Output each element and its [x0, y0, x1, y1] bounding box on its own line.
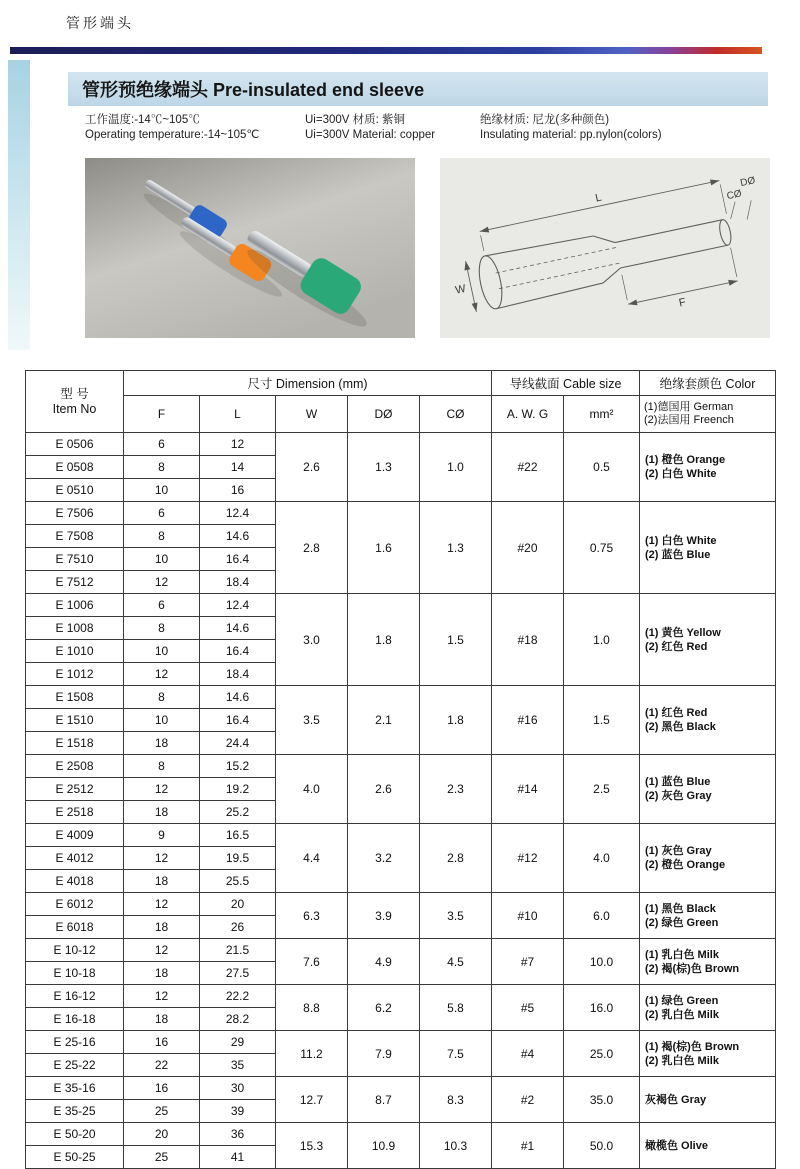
dim-f-cell: 12 — [124, 847, 200, 870]
awg-cell: #14 — [492, 755, 564, 824]
color-cell — [640, 1077, 776, 1123]
header-item-no-cn: 型 号 — [60, 386, 89, 401]
spec-material-cn: Ui=300V 材质: 紫铜 — [305, 114, 406, 126]
item-no-cell: E 10-18 — [26, 962, 124, 985]
color-cell-line: (2) 橙色 Orange — [645, 859, 726, 871]
awg-cell: #1 — [492, 1123, 564, 1169]
header-dimension: 尺寸 Dimension (mm) — [124, 371, 492, 396]
header-awg: A. W. G — [492, 396, 564, 433]
dim-l-cell: 16.5 — [200, 824, 276, 847]
table-row — [26, 1123, 776, 1146]
color-cell-line: (1) 绿色 Green — [645, 994, 719, 1007]
color-cell — [640, 594, 776, 686]
dim-f-cell: 16 — [124, 1031, 200, 1054]
dim-co-cell: 1.8 — [420, 686, 492, 755]
dim-l-cell: 14.6 — [200, 525, 276, 548]
dim-do-cell: 2.6 — [348, 755, 420, 824]
dim-label-d: DØ — [739, 175, 757, 190]
dim-l-cell: 27.5 — [200, 962, 276, 985]
color-cell-line: (1) 黑色 Black — [645, 902, 716, 915]
dim-l-cell: 41 — [200, 1146, 276, 1169]
color-cell-line: (2) 白色 White — [645, 468, 717, 480]
dim-l-cell: 18.4 — [200, 663, 276, 686]
dim-label-f: F — [677, 296, 687, 310]
dim-f-cell: 25 — [124, 1100, 200, 1123]
item-no-cell: E 16-18 — [26, 1008, 124, 1031]
header-cable-size: 导线截面 Cable size — [492, 371, 640, 396]
product-photo-image — [85, 158, 415, 338]
dim-l-cell: 24.4 — [200, 732, 276, 755]
header-color-sub-french: (2)法国用 Freench — [644, 414, 734, 426]
dim-do-cell: 3.9 — [348, 893, 420, 939]
item-no-cell: E 1010 — [26, 640, 124, 663]
dim-label-w: W — [454, 282, 467, 297]
color-cell-line: (2) 红色 Red — [645, 640, 708, 653]
dim-l-cell: 12 — [200, 433, 276, 456]
awg-cell: #20 — [492, 502, 564, 594]
spec-lines — [85, 113, 775, 143]
dim-w-cell: 2.8 — [276, 502, 348, 594]
mm2-cell: 10.0 — [564, 939, 640, 985]
dim-w-cell: 4.0 — [276, 755, 348, 824]
color-cell-line: (2) 绿色 Green — [645, 916, 719, 929]
table-row — [26, 939, 776, 962]
color-cell-line: (2) 黑色 Black — [645, 721, 716, 733]
mm2-cell: 0.5 — [564, 433, 640, 502]
dim-l-cell: 18.4 — [200, 571, 276, 594]
dim-f-cell: 6 — [124, 502, 200, 525]
spec-table-body — [26, 433, 776, 1169]
header-f: F — [124, 396, 200, 433]
mm2-cell: 1.5 — [564, 686, 640, 755]
spec-temp-cn: 工作温度:-14℃~105℃ — [85, 114, 200, 126]
dim-co-cell: 1.5 — [420, 594, 492, 686]
color-cell-line: (1) 褐(棕)色 Brown — [645, 1040, 740, 1053]
dim-f-cell: 6 — [124, 594, 200, 617]
dim-f-cell: 10 — [124, 548, 200, 571]
header-item-no-en: Item No — [52, 401, 97, 416]
header-row-1 — [26, 371, 776, 396]
dim-co-cell: 2.8 — [420, 824, 492, 893]
table-row — [26, 893, 776, 916]
dim-l-cell: 28.2 — [200, 1008, 276, 1031]
dim-f-cell: 12 — [124, 571, 200, 594]
header-row-2 — [26, 396, 776, 433]
dim-f-cell: 8 — [124, 617, 200, 640]
table-row — [26, 594, 776, 617]
dim-do-cell: 4.9 — [348, 939, 420, 985]
dim-l-cell: 22.2 — [200, 985, 276, 1008]
item-no-cell: E 35-25 — [26, 1100, 124, 1123]
item-no-cell: E 1518 — [26, 732, 124, 755]
mm2-cell: 25.0 — [564, 1031, 640, 1077]
item-no-cell: E 4009 — [26, 824, 124, 847]
dim-f-cell: 12 — [124, 663, 200, 686]
dim-do-cell: 7.9 — [348, 1031, 420, 1077]
awg-cell: #2 — [492, 1077, 564, 1123]
dim-label-l: L — [594, 191, 603, 205]
color-cell-line: (1) 红色 Red — [645, 707, 708, 719]
spec-insulation — [480, 113, 775, 143]
color-cell-line: (1) 橙色 Orange — [645, 454, 726, 466]
dim-w-cell: 15.3 — [276, 1123, 348, 1169]
color-cell-line: (1) 白色 White — [645, 534, 717, 547]
dim-w-cell: 11.2 — [276, 1031, 348, 1077]
table-row — [26, 1077, 776, 1100]
item-no-cell: E 1508 — [26, 686, 124, 709]
header-item-no — [26, 371, 124, 433]
mm2-cell: 0.75 — [564, 502, 640, 594]
item-no-cell: E 1510 — [26, 709, 124, 732]
color-cell-line: (1) 灰色 Gray — [645, 845, 712, 857]
dim-f-cell: 16 — [124, 1077, 200, 1100]
dim-l-cell: 16.4 — [200, 548, 276, 571]
dim-f-cell: 10 — [124, 479, 200, 502]
item-no-cell: E 6012 — [26, 893, 124, 916]
dimension-diagram-image — [440, 158, 770, 338]
header-l: L — [200, 396, 276, 433]
side-accent-bar — [8, 60, 30, 350]
item-no-cell: E 6018 — [26, 916, 124, 939]
dim-f-cell: 18 — [124, 1008, 200, 1031]
dim-f-cell: 8 — [124, 755, 200, 778]
item-no-cell: E 7506 — [26, 502, 124, 525]
table-row — [26, 755, 776, 778]
dim-l-cell: 25.5 — [200, 870, 276, 893]
item-no-cell: E 7510 — [26, 548, 124, 571]
dim-do-cell: 3.2 — [348, 824, 420, 893]
item-no-cell: E 0510 — [26, 479, 124, 502]
dim-w-cell: 2.6 — [276, 433, 348, 502]
spec-operating-temperature — [85, 113, 305, 143]
dim-do-cell: 1.3 — [348, 433, 420, 502]
dim-do-cell: 8.7 — [348, 1077, 420, 1123]
awg-cell: #10 — [492, 893, 564, 939]
color-cell-line: (2) 蓝色 Blue — [645, 548, 711, 561]
dim-l-cell: 21.5 — [200, 939, 276, 962]
dim-l-cell: 36 — [200, 1123, 276, 1146]
dim-l-cell: 25.2 — [200, 801, 276, 824]
color-cell-line: (2) 乳白色 Milk — [645, 1008, 719, 1021]
header-co: CØ — [420, 396, 492, 433]
item-no-cell: E 4012 — [26, 847, 124, 870]
dim-f-cell: 10 — [124, 709, 200, 732]
accent-divider-bar — [10, 47, 762, 54]
mm2-cell: 50.0 — [564, 1123, 640, 1169]
spec-material-en: Ui=300V Material: copper — [305, 129, 436, 141]
color-cell — [640, 1031, 776, 1077]
spec-material — [305, 113, 480, 143]
dim-f-cell: 12 — [124, 939, 200, 962]
dim-l-cell: 19.5 — [200, 847, 276, 870]
awg-cell: #4 — [492, 1031, 564, 1077]
dim-l-cell: 35 — [200, 1054, 276, 1077]
header-do: DØ — [348, 396, 420, 433]
dim-f-cell: 12 — [124, 893, 200, 916]
color-cell — [640, 939, 776, 985]
color-cell — [640, 686, 776, 755]
dim-l-cell: 14.6 — [200, 617, 276, 640]
dim-f-cell: 12 — [124, 778, 200, 801]
header-color-sub — [640, 396, 776, 433]
dim-l-cell: 39 — [200, 1100, 276, 1123]
item-no-cell: E 2512 — [26, 778, 124, 801]
dim-co-cell: 7.5 — [420, 1031, 492, 1077]
dim-f-cell: 6 — [124, 433, 200, 456]
dim-w-cell: 3.5 — [276, 686, 348, 755]
spec-table — [25, 370, 776, 1169]
awg-cell: #12 — [492, 824, 564, 893]
dim-l-cell: 16.4 — [200, 640, 276, 663]
table-row — [26, 686, 776, 709]
dim-w-cell: 4.4 — [276, 824, 348, 893]
dim-l-cell: 12.4 — [200, 502, 276, 525]
item-no-cell: E 2508 — [26, 755, 124, 778]
table-row — [26, 433, 776, 456]
item-no-cell: E 7508 — [26, 525, 124, 548]
product-photo — [85, 158, 415, 338]
item-no-cell: E 1006 — [26, 594, 124, 617]
item-no-cell: E 1012 — [26, 663, 124, 686]
dim-l-cell: 26 — [200, 916, 276, 939]
color-cell-line: (2) 褐(棕)色 Brown — [645, 962, 740, 975]
dim-co-cell: 5.8 — [420, 985, 492, 1031]
section-title: 管形预绝缘端头 Pre-insulated end sleeve — [82, 80, 425, 100]
item-no-cell: E 35-16 — [26, 1077, 124, 1100]
dim-f-cell: 8 — [124, 686, 200, 709]
color-cell — [640, 433, 776, 502]
dim-l-cell: 16 — [200, 479, 276, 502]
dim-w-cell: 6.3 — [276, 893, 348, 939]
item-no-cell: E 10-12 — [26, 939, 124, 962]
dim-l-cell: 19.2 — [200, 778, 276, 801]
dim-co-cell: 10.3 — [420, 1123, 492, 1169]
mm2-cell: 35.0 — [564, 1077, 640, 1123]
dim-co-cell: 4.5 — [420, 939, 492, 985]
item-no-cell: E 16-12 — [26, 985, 124, 1008]
table-row — [26, 985, 776, 1008]
color-cell-line: (2) 灰色 Gray — [645, 790, 712, 802]
color-cell-line: 灰褐色 Gray — [645, 1093, 707, 1106]
item-no-cell: E 7512 — [26, 571, 124, 594]
color-cell-line: (1) 蓝色 Blue — [645, 776, 711, 788]
awg-cell: #22 — [492, 433, 564, 502]
dim-l-cell: 30 — [200, 1077, 276, 1100]
dim-f-cell: 18 — [124, 801, 200, 824]
dim-do-cell: 1.6 — [348, 502, 420, 594]
color-cell — [640, 502, 776, 594]
awg-cell: #16 — [492, 686, 564, 755]
dim-l-cell: 29 — [200, 1031, 276, 1054]
mm2-cell: 6.0 — [564, 893, 640, 939]
dim-co-cell: 2.3 — [420, 755, 492, 824]
dim-f-cell: 22 — [124, 1054, 200, 1077]
awg-cell: #5 — [492, 985, 564, 1031]
dim-w-cell: 8.8 — [276, 985, 348, 1031]
dimension-diagram — [440, 158, 770, 338]
dim-f-cell: 18 — [124, 962, 200, 985]
page-title: 管形端头 — [66, 15, 134, 31]
dim-l-cell: 16.4 — [200, 709, 276, 732]
dim-do-cell: 2.1 — [348, 686, 420, 755]
dim-do-cell: 6.2 — [348, 985, 420, 1031]
dim-f-cell: 20 — [124, 1123, 200, 1146]
color-cell — [640, 824, 776, 893]
dim-f-cell: 9 — [124, 824, 200, 847]
item-no-cell: E 50-25 — [26, 1146, 124, 1169]
dim-f-cell: 18 — [124, 916, 200, 939]
dim-f-cell: 18 — [124, 732, 200, 755]
dim-f-cell: 8 — [124, 525, 200, 548]
color-cell — [640, 755, 776, 824]
item-no-cell: E 1008 — [26, 617, 124, 640]
item-no-cell: E 25-22 — [26, 1054, 124, 1077]
item-no-cell: E 4018 — [26, 870, 124, 893]
table-row — [26, 502, 776, 525]
dim-co-cell: 8.3 — [420, 1077, 492, 1123]
dim-label-c: CØ — [725, 188, 743, 203]
dim-f-cell: 25 — [124, 1146, 200, 1169]
header-color-sub-german: (1)德国用 German — [644, 401, 734, 413]
table-row — [26, 824, 776, 847]
header-color: 绝缘套颜色 Color — [640, 371, 776, 396]
item-no-cell: E 25-16 — [26, 1031, 124, 1054]
color-cell-line: (2) 乳白色 Milk — [645, 1054, 719, 1067]
dim-f-cell: 12 — [124, 985, 200, 1008]
spec-insulation-cn: 绝缘材质: 尼龙(多种颜色) — [480, 114, 610, 126]
header-w: W — [276, 396, 348, 433]
dim-l-cell: 15.2 — [200, 755, 276, 778]
item-no-cell: E 0508 — [26, 456, 124, 479]
dim-f-cell: 8 — [124, 456, 200, 479]
dim-f-cell: 10 — [124, 640, 200, 663]
color-cell — [640, 985, 776, 1031]
dim-l-cell: 14 — [200, 456, 276, 479]
mm2-cell: 1.0 — [564, 594, 640, 686]
dim-f-cell: 18 — [124, 870, 200, 893]
mm2-cell: 2.5 — [564, 755, 640, 824]
color-cell-line: (1) 乳白色 Milk — [645, 948, 719, 961]
color-cell — [640, 1123, 776, 1169]
mm2-cell: 16.0 — [564, 985, 640, 1031]
color-cell-line: 橄榄色 Olive — [645, 1139, 708, 1152]
dim-w-cell: 12.7 — [276, 1077, 348, 1123]
header-mm2: mm² — [564, 396, 640, 433]
dim-w-cell: 7.6 — [276, 939, 348, 985]
spec-temp-en: Operating temperature:-14~105℃ — [85, 129, 260, 141]
color-cell — [640, 893, 776, 939]
dim-co-cell: 1.0 — [420, 433, 492, 502]
section-header — [68, 72, 768, 106]
table-row — [26, 1031, 776, 1054]
mm2-cell: 4.0 — [564, 824, 640, 893]
dim-do-cell: 10.9 — [348, 1123, 420, 1169]
awg-cell: #7 — [492, 939, 564, 985]
spec-insulation-en: Insulating material: pp.nylon(colors) — [480, 129, 662, 141]
dim-l-cell: 12.4 — [200, 594, 276, 617]
item-no-cell: E 0506 — [26, 433, 124, 456]
dim-l-cell: 20 — [200, 893, 276, 916]
dim-co-cell: 3.5 — [420, 893, 492, 939]
dim-do-cell: 1.8 — [348, 594, 420, 686]
item-no-cell: E 50-20 — [26, 1123, 124, 1146]
color-cell-line: (1) 黄色 Yellow — [645, 626, 721, 639]
dim-l-cell: 14.6 — [200, 686, 276, 709]
item-no-cell: E 2518 — [26, 801, 124, 824]
awg-cell: #18 — [492, 594, 564, 686]
dim-co-cell: 1.3 — [420, 502, 492, 594]
dim-w-cell: 3.0 — [276, 594, 348, 686]
